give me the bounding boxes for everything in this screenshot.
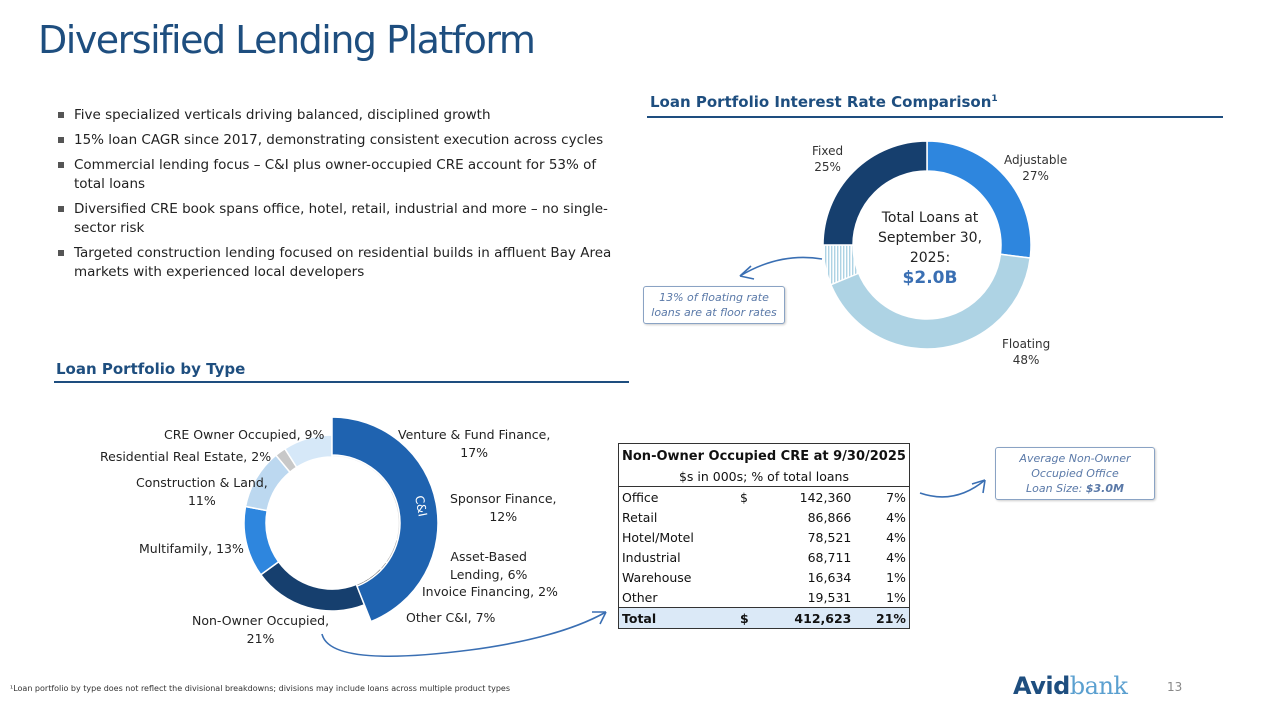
abl-label — [450, 548, 527, 584]
callout-value: $3.0M — [1085, 482, 1124, 495]
abl-label-value: Lending, 6% — [450, 567, 528, 582]
adjustable-label-name: Adjustable — [1004, 153, 1068, 167]
total-pct: 21% — [854, 608, 909, 629]
total-loans-text: Total Loans at September 30, 2025: — [877, 210, 983, 266]
row-dollar — [737, 527, 759, 547]
type-section-title: Loan Portfolio by Type — [56, 360, 246, 378]
table-row — [619, 567, 910, 587]
adjustable-label-value: 27% — [1022, 169, 1049, 183]
row-pct: 1% — [886, 569, 906, 585]
row-name: Retail — [622, 509, 658, 525]
type-section-rule — [54, 381, 629, 383]
row-dollar — [737, 547, 759, 567]
table-row — [619, 487, 910, 508]
type-slice-non-owner-occupied — [261, 562, 365, 611]
floating-label — [1002, 336, 1050, 368]
bullet-item: Commercial lending focus – C&I plus owner-occupied CRE account for 53% of total loans — [58, 156, 618, 194]
row-dollar: $ — [739, 489, 748, 505]
abl-label-name: Asset-Based — [450, 549, 527, 564]
row-name: Industrial — [622, 549, 681, 565]
fixed-label — [812, 143, 843, 175]
bullet-item: Diversified CRE book spans office, hotel, retail, industrial and more – no single-sector risk — [58, 200, 618, 238]
fixed-label-value: 25% — [814, 160, 841, 174]
row-name: Other — [622, 589, 658, 605]
adjustable-label — [1004, 152, 1067, 184]
footnote: ¹Loan portfolio by type does not reflect the divisional breakdowns; divisions may include loans across multiple product types — [10, 684, 510, 693]
office-loan-size-callout — [995, 447, 1155, 500]
noo-cre-table — [618, 443, 910, 629]
ci-ring-label: C&I — [412, 494, 430, 518]
noo-label-name: Non-Owner Occupied, — [192, 613, 330, 628]
callout-line: Occupied Office — [1031, 467, 1119, 480]
callout-line: Loan Size: — [1026, 482, 1083, 495]
multifamily-label: Multifamily, 13% — [139, 541, 244, 556]
sponsor-label-value: 12% — [489, 509, 518, 524]
other-ci-label: Other C&I, 7% — [406, 610, 496, 625]
row-amount: 16,634 — [807, 569, 852, 585]
row-amount: 78,521 — [807, 529, 852, 545]
table-total-row — [619, 608, 910, 629]
page-title: Diversified Lending Platform — [38, 18, 535, 62]
venture-label — [398, 426, 550, 462]
footnote-marker: 1 — [991, 94, 998, 104]
invoice-label: Invoice Financing, 2% — [422, 584, 558, 599]
row-pct: 7% — [886, 489, 906, 505]
total-name: Total — [619, 608, 737, 629]
row-pct: 4% — [886, 509, 906, 525]
floor-rate-arrow — [740, 257, 822, 276]
callout-line: Average Non-Owner — [1019, 452, 1131, 465]
residential-label: Residential Real Estate, 2% — [100, 449, 272, 464]
table-row — [619, 587, 910, 608]
construction-label — [136, 474, 268, 510]
row-name: Office — [622, 489, 659, 505]
table-row — [619, 527, 910, 547]
table-subtitle: $s in 000s; % of total loans — [619, 466, 910, 487]
bullet-item: Targeted construction lending focused on residential builds in affluent Bay Area markets with experienced local developers — [58, 244, 618, 282]
bullet-item: Five specialized verticals driving balanced, disciplined growth — [58, 106, 618, 125]
bullet-item: 15% loan CAGR since 2017, demonstrating consistent execution across cycles — [58, 131, 618, 150]
cre-oo-label: CRE Owner Occupied, 9% — [164, 427, 325, 442]
venture-label-name: Venture & Fund Finance, — [398, 427, 551, 442]
row-amount: 68,711 — [807, 549, 852, 565]
fixed-label-name: Fixed — [812, 144, 844, 158]
page-number: 13 — [1167, 680, 1183, 694]
table-title: Non-Owner Occupied CRE at 9/30/2025 — [622, 448, 906, 464]
total-dollar: $ — [737, 608, 759, 629]
noo-label-value: 21% — [246, 631, 275, 646]
row-amount: 142,360 — [799, 489, 852, 505]
row-pct: 4% — [886, 529, 906, 545]
total-loans-amount: $2.0B — [902, 268, 958, 288]
type-slice-multifamily — [244, 507, 279, 575]
sponsor-label-name: Sponsor Finance, — [450, 491, 557, 506]
construction-label-name: Construction & Land, — [136, 475, 268, 490]
row-dollar — [737, 507, 759, 527]
venture-label-value: 17% — [460, 445, 489, 460]
rate-section-title-text: Loan Portfolio Interest Rate Comparison — [650, 93, 992, 111]
row-name: Hotel/Motel — [622, 529, 694, 545]
total-loans-label — [870, 208, 990, 288]
table-row — [619, 547, 910, 567]
table-row — [619, 507, 910, 527]
row-pct: 4% — [886, 549, 906, 565]
row-name: Warehouse — [622, 569, 692, 585]
row-amount: 86,866 — [807, 509, 852, 525]
total-amount: 412,623 — [759, 608, 854, 629]
noo-label — [192, 612, 329, 648]
sponsor-label — [450, 490, 557, 526]
row-amount: 19,531 — [807, 589, 852, 605]
floor-rate-callout: 13% of floating rate loans are at floor rates — [643, 286, 785, 324]
avidbank-logo — [1013, 672, 1127, 700]
floating-label-value: 48% — [1012, 353, 1040, 367]
construction-label-value: 11% — [187, 493, 216, 508]
floating-label-name: Floating — [1002, 337, 1051, 351]
logo-part1: Avid — [1013, 672, 1070, 700]
row-dollar — [737, 587, 759, 608]
row-pct: 1% — [886, 589, 906, 605]
logo-part2: bank — [1069, 672, 1128, 700]
row-dollar — [737, 567, 759, 587]
